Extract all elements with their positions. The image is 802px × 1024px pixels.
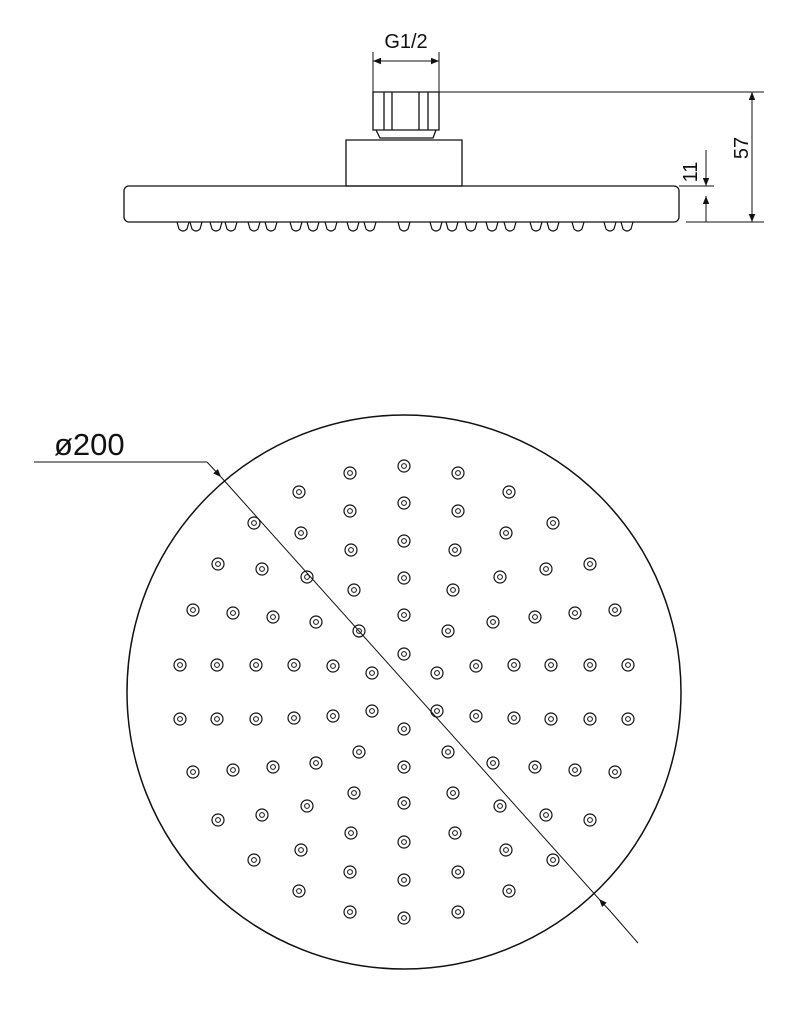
nozzle-icon [452, 866, 464, 878]
nozzle-icon [449, 827, 461, 839]
dimension-thread [373, 52, 439, 92]
side-nozzle [210, 222, 222, 231]
nozzle-icon [344, 467, 356, 479]
nozzle-icon [398, 912, 410, 924]
side-nozzle [398, 222, 410, 231]
nozzle-icon [494, 800, 506, 812]
nozzle-icon [545, 713, 557, 725]
nozzle-icon [494, 571, 506, 583]
nozzle-icon [503, 486, 515, 498]
side-nozzle [530, 222, 542, 231]
nozzle-icon [452, 505, 464, 517]
nozzle-icon [569, 607, 581, 619]
nozzle-icon [447, 584, 459, 596]
nozzle-icon [503, 885, 515, 897]
nozzle-icon [540, 809, 552, 821]
nozzle-icon [256, 563, 268, 575]
nozzle-icon [211, 713, 223, 725]
nozzle-icon [470, 710, 482, 722]
nozzle-icon [227, 764, 239, 776]
nozzle-icon [431, 667, 443, 679]
thickness-label: 11 [680, 161, 702, 183]
nozzle-icon [540, 563, 552, 575]
side-elevation-view [124, 92, 679, 231]
nozzle-icon [398, 648, 410, 660]
nozzle-icon [348, 584, 360, 596]
nozzle-icon [622, 659, 634, 671]
side-nozzle [265, 222, 277, 231]
nozzle-icon [470, 660, 482, 672]
side-nozzle [430, 222, 442, 231]
side-nozzle [325, 222, 337, 231]
nozzle-icon [227, 607, 239, 619]
nozzle-icon [353, 746, 365, 758]
nozzle-icon [187, 766, 199, 778]
diameter-leader [34, 462, 638, 943]
nozzle-icon [508, 712, 520, 724]
nozzle-icon [250, 713, 262, 725]
height-label: 57 [731, 136, 753, 160]
nozzle-icon [487, 757, 499, 769]
shower-plate-side [124, 186, 679, 222]
nozzle-icon [398, 761, 410, 773]
nozzle-icon [295, 844, 307, 856]
nozzle-icon [310, 757, 322, 769]
nozzle-icon [529, 611, 541, 623]
nozzle-icon [366, 705, 378, 717]
nozzle-icon [547, 854, 559, 866]
nozzle-icon [301, 800, 313, 812]
nozzle-icon [327, 710, 339, 722]
nozzle-icon [584, 659, 596, 671]
nozzle-icon [344, 866, 356, 878]
diameter-label: ø200 [54, 427, 125, 462]
nozzle-icon [609, 766, 621, 778]
dimension-height [439, 92, 764, 222]
nozzle-icon [267, 611, 279, 623]
nozzle-icon [398, 497, 410, 509]
nozzle-icon [622, 713, 634, 725]
side-nozzle [307, 222, 319, 231]
plan-view [34, 415, 681, 969]
nozzle-icon [508, 659, 520, 671]
nozzle-icon [442, 625, 454, 637]
nozzle-icon [584, 558, 596, 570]
nozzle-icon [398, 874, 410, 886]
nozzle-icon [449, 544, 461, 556]
nozzle-icon [584, 814, 596, 826]
side-nozzle [190, 222, 202, 231]
nozzle-icon [447, 787, 459, 799]
nozzle-row [177, 222, 633, 231]
side-nozzle [290, 222, 302, 231]
side-nozzle [486, 222, 498, 231]
nozzle-icon [398, 460, 410, 472]
thread-fitting [373, 92, 439, 138]
nozzle-icon [452, 906, 464, 918]
thread-label: G1/2 [384, 31, 428, 53]
nozzle-icon [500, 527, 512, 539]
nozzle-icon [256, 809, 268, 821]
nozzle-icon [267, 761, 279, 773]
nozzle-icon [584, 713, 596, 725]
nozzle-icon [398, 797, 410, 809]
side-nozzle [547, 222, 559, 231]
nozzle-icon [500, 844, 512, 856]
nozzle-icon [529, 761, 541, 773]
nozzle-icon [345, 544, 357, 556]
nozzle-icon [487, 616, 499, 628]
connector-body [346, 140, 462, 186]
nozzle-icon [174, 659, 186, 671]
side-nozzle [225, 222, 237, 231]
side-nozzle [465, 222, 477, 231]
nozzle-icon [431, 705, 443, 717]
nozzle-icon [398, 723, 410, 735]
nozzle-icon [398, 572, 410, 584]
side-nozzle [364, 222, 376, 231]
nozzle-icon [545, 659, 557, 671]
nozzle-icon [442, 746, 454, 758]
nozzle-icon [288, 712, 300, 724]
side-nozzle [248, 222, 260, 231]
side-nozzle [177, 222, 189, 231]
nozzle-icon [344, 505, 356, 517]
nozzle-icon [344, 906, 356, 918]
nozzle-icon [345, 827, 357, 839]
nozzle-icon [212, 814, 224, 826]
nozzle-icon [250, 659, 262, 671]
nozzle-icon [174, 713, 186, 725]
nozzle-icon [327, 660, 339, 672]
nozzle-icon [293, 486, 305, 498]
side-nozzle [446, 222, 458, 231]
side-nozzle [621, 222, 633, 231]
nozzle-icon [366, 667, 378, 679]
nozzle-grid [174, 460, 634, 924]
nozzle-icon [398, 609, 410, 621]
nozzle-icon [211, 659, 223, 671]
nozzle-icon [212, 558, 224, 570]
nozzle-icon [288, 659, 300, 671]
nozzle-icon [547, 517, 559, 529]
nozzle-icon [293, 885, 305, 897]
nozzle-icon [248, 854, 260, 866]
nozzle-icon [609, 604, 621, 616]
nozzle-icon [348, 787, 360, 799]
nozzle-icon [310, 616, 322, 628]
nozzle-icon [452, 467, 464, 479]
side-nozzle [504, 222, 516, 231]
nozzle-icon [398, 535, 410, 547]
dimension-thickness [679, 150, 714, 222]
side-nozzle [347, 222, 359, 231]
side-nozzle [604, 222, 616, 231]
nozzle-icon [398, 836, 410, 848]
side-nozzle [572, 222, 584, 231]
nozzle-icon [569, 764, 581, 776]
nozzle-icon [295, 527, 307, 539]
nozzle-icon [187, 604, 199, 616]
